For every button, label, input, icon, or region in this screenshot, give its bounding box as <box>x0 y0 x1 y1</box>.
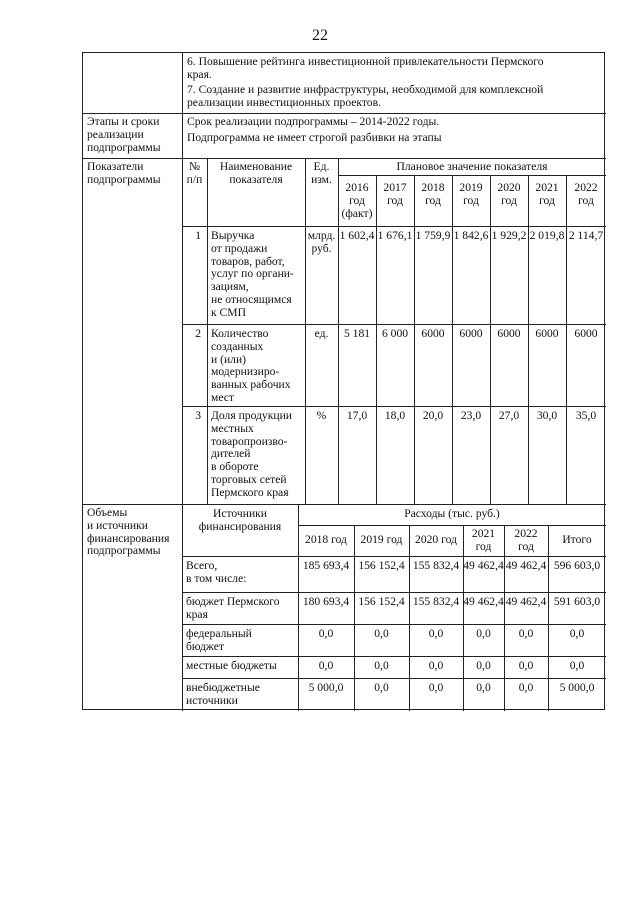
indicator-value-line: 5 181 <box>343 327 371 340</box>
indicator-value-line: 35,0 <box>575 409 597 422</box>
indicator-value-line: 6000 <box>497 327 521 340</box>
financing-label <box>87 507 169 558</box>
goal-item-6-line: края. <box>187 67 212 81</box>
indicator-value <box>528 328 566 341</box>
indicator-value <box>338 230 376 243</box>
page-number: 22 <box>312 27 328 44</box>
goal-item-7 <box>187 84 543 110</box>
label-column-divider <box>182 53 183 711</box>
indicator-name-line: модернизиро- <box>211 365 280 379</box>
indicator-value-line: 30,0 <box>536 409 558 422</box>
fin-year-header <box>409 534 463 547</box>
indicator-value-line: 27,0 <box>498 409 520 422</box>
indicator-name <box>211 328 291 405</box>
indicator-value <box>376 230 414 243</box>
indicator-name-line: товаров, работ, <box>211 254 285 268</box>
fin-year-header <box>504 528 548 554</box>
indicator-value <box>414 328 452 341</box>
year-header <box>414 182 452 208</box>
funding-value <box>354 660 409 673</box>
funding-value-line: 5 000,0 <box>308 681 344 694</box>
year-header-line: год <box>539 193 555 207</box>
funding-value-line: 0,0 <box>428 627 444 640</box>
funding-source-line: федеральный <box>186 627 252 640</box>
funding-value <box>409 682 463 695</box>
indicator-value-line: 17,0 <box>346 409 368 422</box>
funding-value <box>298 660 354 673</box>
funding-source-line: Всего, <box>186 559 218 572</box>
stages-label-line: реализации <box>87 127 144 141</box>
fin-year-header <box>354 534 409 547</box>
funding-value <box>409 560 463 573</box>
funding-value <box>504 596 548 609</box>
year-header-line: год <box>463 193 479 207</box>
funding-value <box>504 682 548 695</box>
indicator-name <box>211 410 292 500</box>
funding-value-line: 156 152,4 <box>358 595 405 608</box>
indicator-value-line: 20,0 <box>422 409 444 422</box>
goal-item-7-line: 7. Создание и развитие инфраструктуры, необходимой для комплексной <box>187 83 544 96</box>
indicator-unit <box>305 410 338 423</box>
indicator-value-line: 6 000 <box>381 327 409 340</box>
name-header <box>207 161 305 187</box>
indicator-name-line: к СМП <box>211 305 246 319</box>
header-bottom-line <box>182 226 606 227</box>
fin-year-header-line: 2021 <box>471 527 496 540</box>
fin-year-header-line: 2019 год <box>360 533 403 546</box>
indicator-value <box>414 410 452 423</box>
funding-value <box>354 560 409 573</box>
indicator-value-line: 1 842,6 <box>453 229 489 242</box>
year-header-line: 2017 <box>383 181 407 194</box>
indicator-value <box>338 328 376 341</box>
funding-value <box>548 596 606 609</box>
funding-value-line: 0,0 <box>374 681 389 694</box>
indicator-value <box>528 410 566 423</box>
funding-value-line: 0,0 <box>569 627 585 640</box>
funding-value <box>504 560 548 573</box>
funding-value <box>463 596 504 609</box>
funding-value-line: 591 603,0 <box>553 595 601 608</box>
year-header-line: 2022 <box>574 181 598 194</box>
funding-value-line: 0,0 <box>476 627 491 640</box>
funding-value-line: 0,0 <box>569 659 585 672</box>
unit-header-line: изм. <box>311 172 332 186</box>
funding-value <box>354 628 409 641</box>
year-header-line: 2016 <box>345 181 369 194</box>
indicator-value-line: 1 602,4 <box>339 229 375 242</box>
passport-table <box>82 52 605 710</box>
num-header <box>182 161 207 187</box>
indicator-value-line: 23,0 <box>460 409 482 422</box>
indicator-unit <box>305 230 338 256</box>
fin-year-header <box>548 534 606 547</box>
year-header <box>338 182 376 220</box>
indicator-value <box>452 230 490 243</box>
funding-value <box>463 560 504 573</box>
indicator-value <box>490 410 528 423</box>
indicator-name-line: Выручка <box>211 229 255 242</box>
goal-item-6 <box>187 56 544 82</box>
indicator-value <box>490 328 528 341</box>
year-header-line: год <box>387 193 403 207</box>
header-subline <box>338 175 606 176</box>
unit-header <box>305 161 338 187</box>
funding-value-line: 0,0 <box>374 659 389 672</box>
funding-source <box>186 596 280 622</box>
indicator-value-line: 1 676,1 <box>377 229 413 242</box>
year-header <box>528 182 566 208</box>
indicator-value <box>376 410 414 423</box>
fin-year-header-line: 2020 год <box>415 533 457 546</box>
funding-value-line: 185 693,4 <box>302 559 350 572</box>
fin-row-line <box>182 678 606 679</box>
funding-value <box>463 682 504 695</box>
funding-source-line: местные бюджеты <box>186 659 277 672</box>
funding-value-line: 0,0 <box>476 659 491 672</box>
funding-value-line: 49 462,4 <box>505 559 547 572</box>
indicator-value <box>338 410 376 423</box>
indicator-value-line: 2 114,7 <box>568 229 604 242</box>
funding-source-line: края <box>186 607 208 621</box>
indicator-value-line: 1 759,9 <box>415 229 451 242</box>
indicator-value <box>414 230 452 243</box>
indicator-value-line: 6000 <box>459 327 483 340</box>
name-header-line: показателя <box>229 172 283 186</box>
indicator-num-line: 3 <box>195 409 201 422</box>
funding-source <box>186 682 260 708</box>
indicator-name-line: услуг по органи- <box>211 267 294 281</box>
indicator-name-line: Доля продукции <box>211 409 292 422</box>
indicator-name-line: в обороте <box>211 460 259 474</box>
goal-item-7-line: реализации инвестиционных проектов. <box>187 95 381 109</box>
fin-header-subline <box>298 525 606 526</box>
indicator-value <box>566 230 606 243</box>
funding-value <box>548 628 606 641</box>
funding-value <box>548 660 606 673</box>
indicators-label-line: Показатели <box>87 160 144 173</box>
fin-year-header <box>298 534 354 547</box>
stages-note <box>187 132 442 145</box>
year-header-line: 2021 <box>535 181 559 194</box>
funding-value <box>354 596 409 609</box>
fin-year-header <box>463 528 504 554</box>
source-header <box>182 508 298 534</box>
funding-source-line: в том числе: <box>186 571 247 585</box>
fin-year-header-line: 2018 год <box>305 533 347 546</box>
funding-value <box>548 560 606 573</box>
funding-source <box>186 660 277 673</box>
fin-year-header-line: год <box>475 539 492 553</box>
funding-source-line: внебюджетные <box>186 681 260 694</box>
indicator-value-line: 6000 <box>421 327 445 340</box>
year-header-line: 2018 <box>421 181 445 194</box>
funding-value-line: 0,0 <box>428 659 444 672</box>
indicator-value <box>490 230 528 243</box>
funding-value <box>548 682 606 695</box>
funding-value-line: 49 462,4 <box>505 595 547 608</box>
funding-value-line: 0,0 <box>318 659 334 672</box>
unit-header-line: Ед. <box>313 160 330 173</box>
indicator-unit-line: руб. <box>311 241 332 255</box>
indicator-value <box>528 230 566 243</box>
funding-value-line: 180 693,4 <box>302 595 350 608</box>
plan-header-line: Плановое значение показателя <box>396 160 548 173</box>
fin-year-header-line: 2022 <box>514 527 538 540</box>
row-line <box>182 406 606 407</box>
funding-value-line: 49 462,4 <box>463 595 504 608</box>
num-header-line: п/п <box>186 172 203 186</box>
indicator-num-line: 2 <box>195 327 201 340</box>
fin-row-line <box>182 592 606 593</box>
funding-value <box>409 628 463 641</box>
funding-value-line: 0,0 <box>374 627 389 640</box>
year-header <box>376 182 414 208</box>
financing-label-line: Объемы <box>87 506 128 519</box>
financing-label-line: финансирования <box>87 531 170 545</box>
row-separator <box>83 158 606 159</box>
funding-source-line: бюджет <box>186 639 224 653</box>
indicator-name-line: дителей <box>211 447 251 461</box>
goal-item-6-line: 6. Повышение рейтинга инвестиционной привлекательности Пермского <box>187 55 544 68</box>
stages-note-line: Подпрограмма не имеет строгой разбивки на этапы <box>187 131 442 144</box>
funding-value <box>298 682 354 695</box>
funding-value <box>409 596 463 609</box>
year-header-line: год <box>425 193 441 207</box>
indicator-value-line: 2 019,8 <box>529 229 565 242</box>
indicator-name-line: торговых сетей <box>211 472 287 486</box>
funding-value-line: 0,0 <box>428 681 444 694</box>
indicator-name-line: мест <box>211 390 234 404</box>
funding-value <box>409 660 463 673</box>
funding-value-line: 0,0 <box>518 659 534 672</box>
funding-source-line: источники <box>186 693 238 707</box>
col-divider <box>207 158 208 504</box>
indicator-name-line: местных <box>211 421 254 435</box>
row-separator <box>83 504 606 505</box>
indicator-value-line: 1 929,2 <box>491 229 527 242</box>
fin-year-header-line: Итого <box>562 533 592 546</box>
funding-value-line: 0,0 <box>518 681 534 694</box>
year-header-line: 2020 <box>497 181 521 194</box>
fin-year-header-line: год <box>518 539 534 553</box>
source-header-line: финансирования <box>198 519 282 533</box>
funding-value <box>504 660 548 673</box>
indicator-unit-line: % <box>316 409 327 422</box>
indicator-name-line: созданных <box>211 339 264 353</box>
year-header <box>452 182 490 208</box>
num-header-line: № <box>188 160 201 173</box>
indicator-value <box>566 410 606 423</box>
indicator-unit-line: ед. <box>314 327 329 340</box>
row-separator <box>83 113 606 114</box>
indicator-num <box>182 328 201 341</box>
expenses-header-line: Расходы (тыс. руб.) <box>404 507 500 520</box>
funding-source <box>186 560 246 586</box>
funding-value <box>298 560 354 573</box>
funding-value <box>298 628 354 641</box>
fin-row-line <box>182 656 606 657</box>
stages-label-line: Этапы и сроки <box>87 115 160 128</box>
funding-value-line: 0,0 <box>476 681 491 694</box>
source-header-line: Источники <box>212 507 267 520</box>
year-header <box>490 182 528 208</box>
funding-source-line: бюджет Пермского <box>186 595 280 608</box>
expenses-header <box>298 508 606 521</box>
indicator-num <box>182 410 201 423</box>
indicator-num <box>182 230 201 243</box>
year-header-line: год <box>501 193 517 207</box>
indicator-name-line: Количество <box>211 327 269 340</box>
indicator-name-line: товаропроизво- <box>211 434 288 448</box>
financing-label-line: подпрограммы <box>87 544 161 558</box>
indicator-value-line: 6000 <box>574 327 598 340</box>
stages-label <box>87 116 161 154</box>
indicators-label <box>87 161 161 187</box>
indicator-name-line: Пермского края <box>211 485 289 499</box>
indicator-value <box>452 328 490 341</box>
year-header-line: год <box>349 193 365 207</box>
year-header-line: год <box>578 193 594 207</box>
year-header-line: 2019 <box>459 181 483 194</box>
financing-label-line: и источники <box>87 518 148 532</box>
stages-period-line: Срок реализации подпрограммы – 2014-2022 годы. <box>187 115 440 128</box>
indicator-name-line: и (или) <box>211 352 247 366</box>
funding-value <box>298 596 354 609</box>
year-header-line: (факт) <box>341 206 373 220</box>
indicator-name-line: от продажи <box>211 241 268 255</box>
funding-source <box>186 628 252 654</box>
funding-value-line: 155 832,4 <box>412 559 460 572</box>
funding-value-line: 156 152,4 <box>358 559 405 572</box>
funding-value <box>463 660 504 673</box>
funding-value <box>354 682 409 695</box>
funding-value-line: 596 603,0 <box>553 559 601 572</box>
indicator-value-line: 6000 <box>535 327 559 340</box>
funding-value-line: 5 000,0 <box>559 681 595 694</box>
indicator-unit-line: млрд. <box>307 229 336 242</box>
indicator-name-line: зациям, <box>211 280 249 294</box>
funding-value-line: 0,0 <box>318 627 334 640</box>
indicator-value-line: 18,0 <box>384 409 406 422</box>
row-line <box>182 324 606 325</box>
funding-value-line: 0,0 <box>518 627 534 640</box>
stages-label-line: подпрограммы <box>87 140 161 154</box>
indicator-name-line: ванных рабочих <box>211 378 291 392</box>
indicator-value <box>566 328 606 341</box>
funding-value <box>463 628 504 641</box>
indicators-label-line: подпрограммы <box>87 172 161 186</box>
funding-value-line: 49 462,4 <box>463 559 504 572</box>
fin-header-bottom <box>182 556 606 557</box>
plan-header <box>338 161 606 174</box>
funding-value-line: 155 832,4 <box>412 595 460 608</box>
indicator-unit <box>305 328 338 341</box>
indicator-name-line: не относящимся <box>211 292 292 306</box>
name-header-line: Наименование <box>219 160 293 173</box>
indicator-value <box>452 410 490 423</box>
year-header <box>566 182 606 208</box>
stages-period <box>187 116 439 129</box>
funding-value <box>504 628 548 641</box>
indicator-value <box>376 328 414 341</box>
indicator-name <box>211 230 294 320</box>
indicator-num-line: 1 <box>195 229 201 242</box>
fin-row-line <box>182 624 606 625</box>
